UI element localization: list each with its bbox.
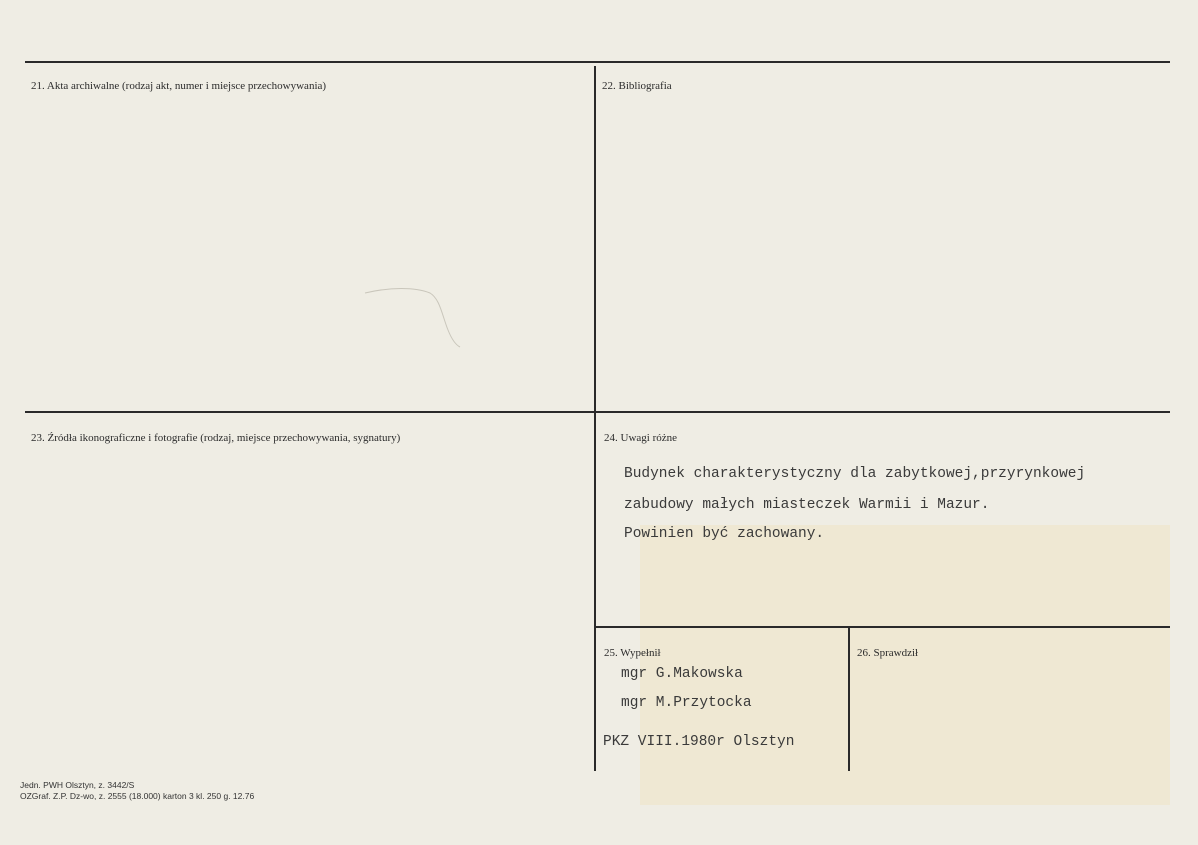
lower-right-rule — [596, 626, 1170, 628]
section-24-label: 24. Uwagi różne — [604, 432, 678, 444]
paper-stain — [640, 525, 1170, 805]
section-23-label: 23. Źródła ikonograficzne i fotografie (rodzaj, miejsce przechowywania, sygnatury) — [31, 432, 401, 444]
top-rule — [25, 61, 1170, 63]
print-info-line-2: OZGraf. Z.P. Dz-wo, z. 2555 (18.000) karton 3 kl. 250 g. 12.76 — [20, 791, 255, 801]
print-info-line-1: Jedn. PWH Olsztyn, z. 3442/S — [20, 780, 135, 790]
remarks-line-2: zabudowy małych miasteczek Warmii i Mazur. — [624, 497, 990, 513]
section-22-label: 22. Bibliografia — [602, 80, 672, 92]
middle-rule — [25, 411, 1170, 413]
section-25-label: 25. Wypełnił — [604, 647, 661, 659]
remarks-line-3: Powinien być zachowany. — [624, 526, 825, 542]
section-26-label: 26. Sprawdził — [857, 647, 919, 659]
filled-by-stamp: PKZ VIII.1980r Olsztyn — [603, 734, 795, 750]
pencil-stroke-mark — [360, 285, 470, 355]
remarks-line-1: Budynek charakterystyczny dla zabytkowej,przyrynkowej — [624, 466, 1086, 482]
print-info — [20, 780, 254, 802]
section-21-label: 21. Akta archiwalne (rodzaj akt, numer i miejsce przechowywania) — [31, 80, 327, 92]
filled-by-name-1: mgr G.Makowska — [621, 666, 743, 682]
signature-divider — [848, 628, 850, 771]
filled-by-name-2: mgr M.Przytocka — [621, 695, 752, 711]
center-divider — [594, 66, 596, 771]
